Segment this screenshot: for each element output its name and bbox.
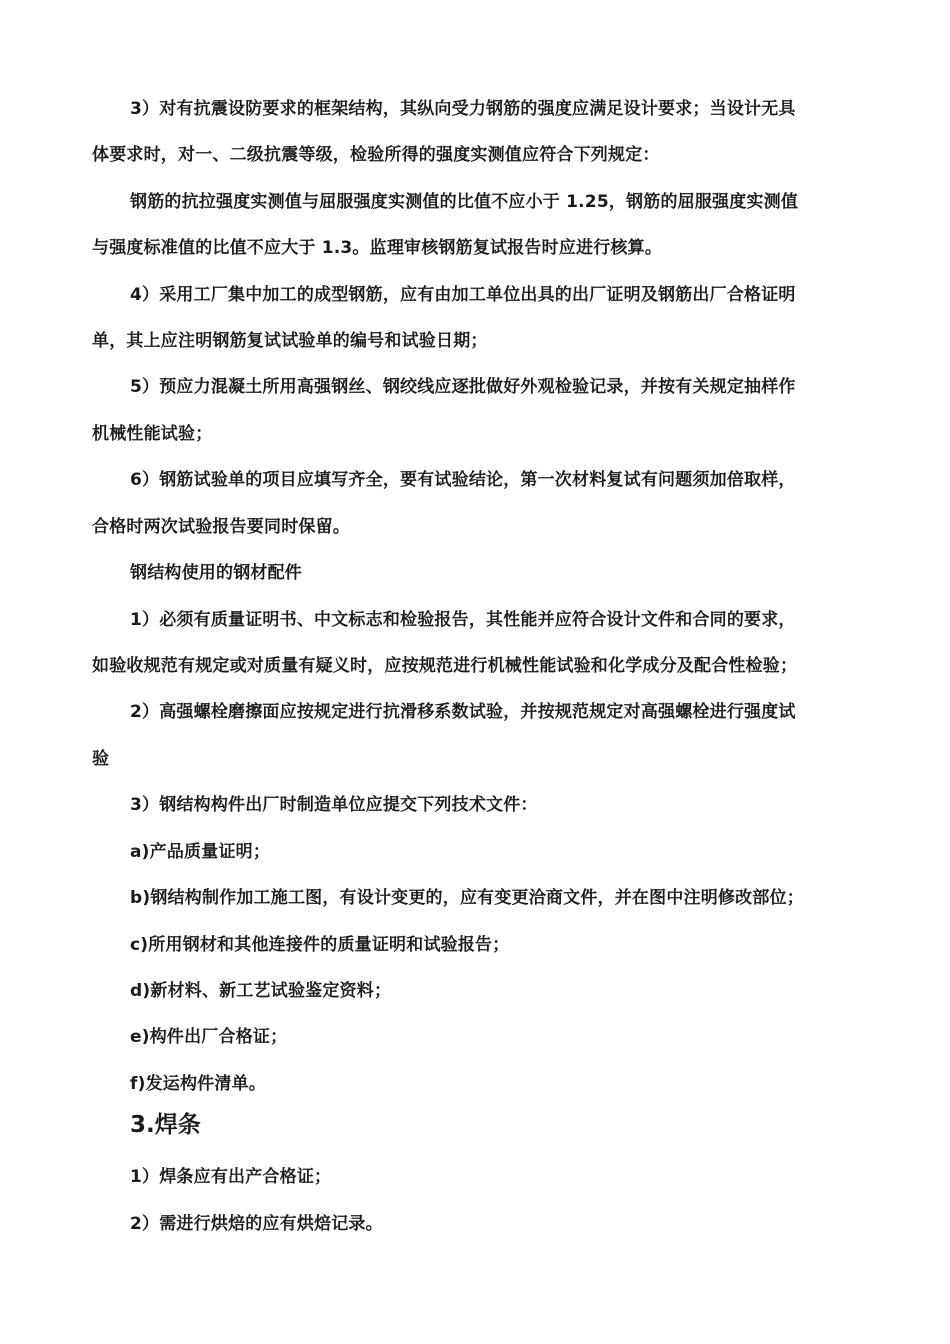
paragraph-line: 5）预应力混凝土所用高强钢丝、钢绞线应逐批做好外观检验记录，并按有关规定抽样作 (130, 377, 796, 397)
paragraph-line: 如验收规范有规定或对质量有疑义时，应按规范进行机械性能试验和化学成分及配合性检验； (92, 656, 798, 676)
paragraph-line: 2）需进行烘焙的应有烘焙记录。 (130, 1214, 383, 1234)
list-item: a)产品质量证明； (130, 842, 271, 862)
list-item: c)所用钢材和其他连接件的质量证明和试验报告； (130, 935, 510, 955)
paragraph-line: 3）对有抗震设防要求的框架结构，其纵向受力钢筋的强度应满足设计要求；当设计无具 (130, 99, 796, 119)
list-item: b)钢结构制作加工施工图，有设计变更的，应有变更洽商文件，并在图中注明修改部位； (130, 888, 804, 908)
paragraph-line: 机械性能试验； (92, 424, 213, 444)
paragraph-line: 钢筋的抗拉强度实测值与屈服强度实测值的比值不应小于 1.25，钢筋的屈服强度实测值 (130, 192, 799, 212)
paragraph-line: 1）必须有质量证明书、中文标志和检验报告，其性能并应符合设计文件和合同的要求， (130, 610, 796, 630)
paragraph-line: 4）采用工厂集中加工的成型钢筋，应有由加工单位出具的出厂证明及钢筋出厂合格证明 (130, 285, 796, 305)
list-item: f)发运构件清单。 (130, 1074, 266, 1094)
list-item: d)新材料、新工艺试验鉴定资料； (130, 981, 392, 1001)
paragraph-line: 验 (92, 749, 110, 769)
list-item: e)构件出厂合格证； (130, 1027, 288, 1047)
paragraph-line: 钢结构使用的钢材配件 (130, 563, 302, 583)
paragraph-line: 合格时两次试验报告要同时保留。 (92, 517, 350, 537)
paragraph-line: 与强度标准值的比值不应大于 1.3。监理审核钢筋复试报告时应进行核算。 (92, 238, 663, 258)
paragraph-line: 2）高强螺栓磨擦面应按规定进行抗滑移系数试验，并按规范规定对高强螺栓进行强度试 (130, 702, 796, 722)
paragraph-line: 6）钢筋试验单的项目应填写齐全，要有试验结论，第一次材料复试有问题须加倍取样， (130, 470, 796, 490)
paragraph-line: 体要求时，对一、二级抗震等级，检验所得的强度实测值应符合下列规定： (92, 145, 660, 165)
paragraph-line: 单，其上应注明钢筋复试试验单的编号和试验日期； (92, 331, 488, 351)
section-heading: 3.焊条 (130, 1112, 201, 1138)
paragraph-line: 1）焊条应有出产合格证； (130, 1167, 332, 1187)
paragraph-line: 3）钢结构构件出厂时制造单位应提交下列技术文件： (130, 795, 538, 815)
